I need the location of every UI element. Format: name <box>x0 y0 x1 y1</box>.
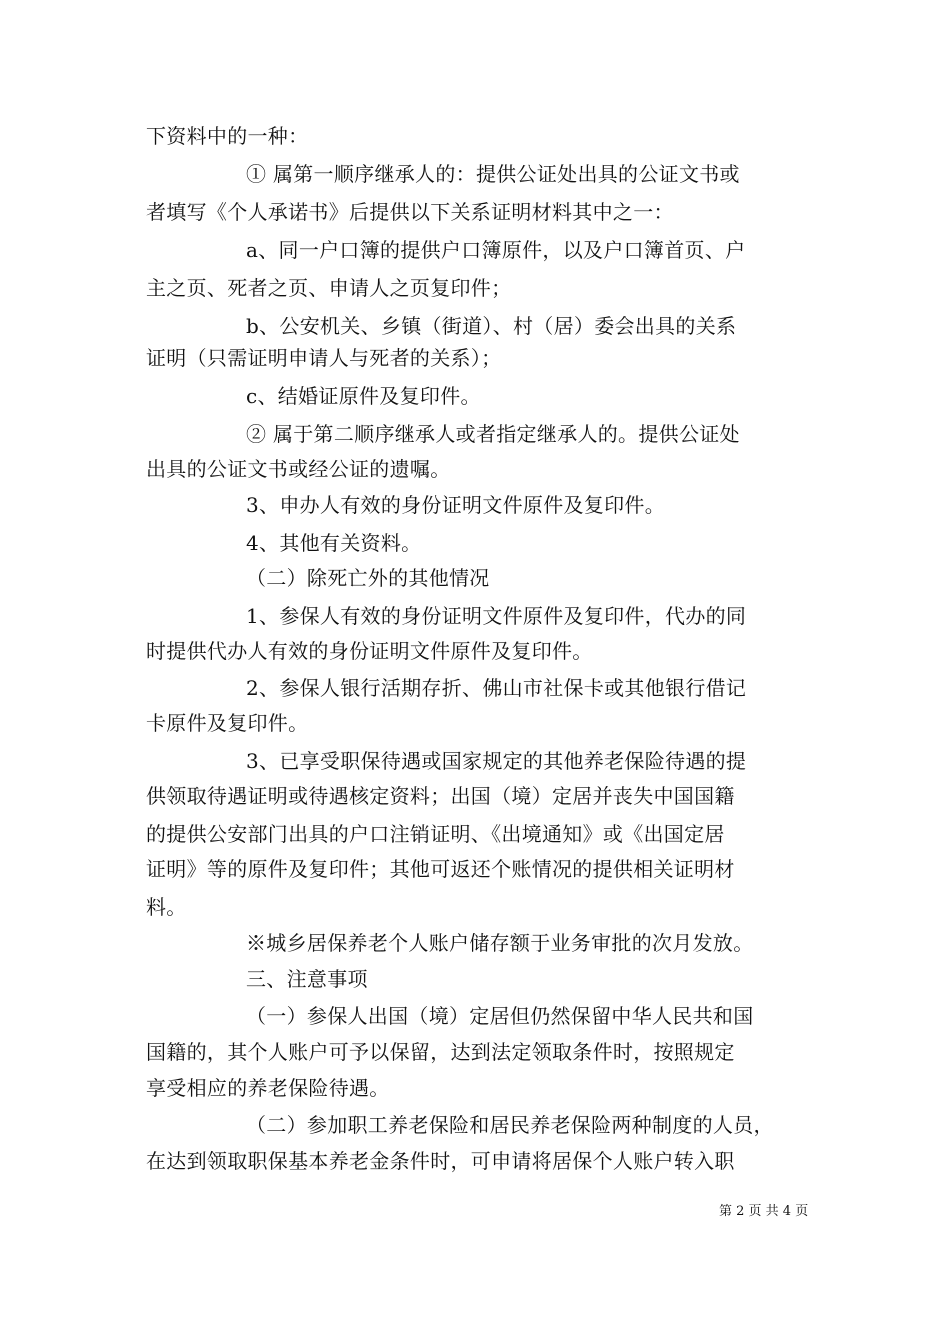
text-line: ② 属于第二顺序继承人或者指定继承人的。提供公证处 <box>246 422 740 446</box>
text-line: 卡原件及复印件。 <box>146 711 309 735</box>
text-line: 出具的公证文书或经公证的遗嘱。 <box>146 457 451 481</box>
text-line: 主之页、死者之页、申请人之页复印件； <box>146 276 512 300</box>
text-line: （二）参加职工养老保险和居民养老保险两种制度的人员， <box>246 1113 774 1137</box>
text-line: 供领取待遇证明或待遇核定资料；出国（境）定居并丧失中国国籍 <box>146 784 735 808</box>
text-line: 者填写《个人承诺书》后提供以下关系证明材料其中之一： <box>146 200 674 224</box>
section-heading: 三、注意事项 <box>246 967 368 991</box>
text-line: 3、已享受职保待遇或国家规定的其他养老保险待遇的提 <box>246 749 747 773</box>
text-line: （二）除死亡外的其他情况 <box>246 566 490 590</box>
text-line: ※城乡居保养老个人账户储存额于业务审批的次月发放。 <box>246 931 754 955</box>
text-line: 在达到领取职保基本养老金条件时，可申请将居保个人账户转入职 <box>146 1149 735 1173</box>
text-line: 的提供公安部门出具的户口注销证明、《出境通知》或《出国定居 <box>146 822 725 846</box>
text-line: 料。 <box>146 895 187 919</box>
text-line: 时提供代办人有效的身份证明文件原件及复印件。 <box>146 639 593 663</box>
text-line: a、同一户口簿的提供户口簿原件，以及户口簿首页、户 <box>246 238 746 262</box>
page-number: 第 2 页 共 4 页 <box>719 1204 809 1219</box>
text-line: 享受相应的养老保险待遇。 <box>146 1076 390 1100</box>
text-line: 证明（只需证明申请人与死者的关系）； <box>146 346 502 370</box>
text-line: 2、参保人银行活期存折、佛山市社保卡或其他银行借记 <box>246 676 747 700</box>
text-line: 3、申办人有效的身份证明文件原件及复印件。 <box>246 493 666 517</box>
text-line: b、公安机关、乡镇（街道）、村（居）委会出具的关系 <box>246 314 737 338</box>
text-line: 国籍的，其个人账户可予以保留，达到法定领取条件时，按照规定 <box>146 1040 735 1064</box>
text-line: 证明》等的原件及复印件；其他可返还个账情况的提供相关证明材 <box>146 857 735 881</box>
text-line: 下资料中的一种： <box>146 124 309 148</box>
text-line: 4、其他有关资料。 <box>246 531 422 555</box>
text-line: ① 属第一顺序继承人的：提供公证处出具的公证文书或 <box>246 162 740 186</box>
text-line: c、结婚证原件及复印件。 <box>246 384 481 408</box>
text-line: （一）参保人出国（境）定居但仍然保留中华人民共和国 <box>246 1004 754 1028</box>
text-line: 1、参保人有效的身份证明文件原件及复印件，代办的同 <box>246 604 747 628</box>
